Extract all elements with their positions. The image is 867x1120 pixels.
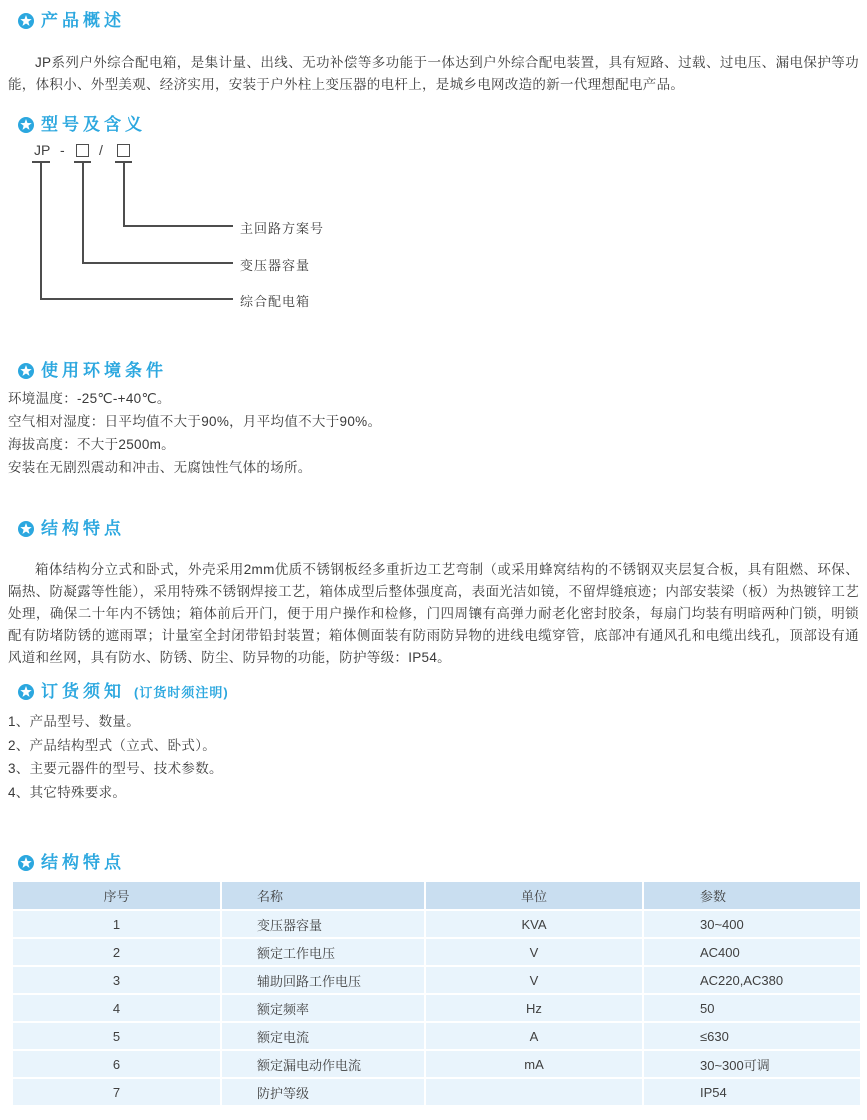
structure-paragraph: 箱体结构分立式和卧式，外壳采用2mm优质不锈钢板经多重折边工艺弯制（或采用蜂窝结构的不锈钢双夹层复合板，具有阻燃、环保、隔热、防凝露等性能），采用特殊不锈钢焊接工艺，箱体成型后整体强度高，表面光洁如镜，不留焊缝痕迹；内部安装梁（板）为热镀锌工艺处理，确保二十年内不锈蚀；箱体前后开门，便于用户操作和检修，门四周镶有高弹力耐老化密封胶条，每扇门均装有明暗两种门锁，明锁配有防堵防锈的遮雨罩；计量室全封闭带铅封装置；箱体侧面装有防雨防异物的进线电缆穿管，底部冲有通风孔和电缆出线孔，顶部设有通风道和丝网，具有防水、防锈、防尘、防异物的功能，防护等级：IP54。 [8,561,859,665]
ordering-item: 1、产品型号、数量。 [8,714,141,729]
ordering-item: 3、主要元器件的型号、技术参数。 [8,761,223,776]
section-title: 产品概述 [41,11,125,30]
cell-index: 7 [13,1079,220,1105]
cell-unit: KVA [426,911,642,937]
section-title: 使用环境条件 [41,361,167,380]
model-leader-box [40,298,233,300]
environment-line: 海拔高度：不大于2500m。 [8,437,175,452]
environment-line: 环境温度：-25℃-+40℃。 [8,391,171,406]
section-specs-heading [18,854,125,871]
model-connector-box1 [82,161,84,262]
ordering-item: 2、产品结构型式（立式、卧式）。 [8,737,217,753]
environment-conditions [8,387,859,479]
environment-line: 空气相对湿度：日平均值不大于90%，月平均值不大于90%。 [8,414,382,429]
model-diagram [0,140,460,340]
model-label-scheme: 主回路方案号 [240,221,325,236]
cell-index: 2 [13,939,220,965]
model-label-capacity: 变压器容量 [240,258,311,273]
cell-name: 额定漏电动作电流 [222,1051,424,1077]
cell-value: 50 [644,995,860,1021]
table-row [13,1079,860,1105]
star-circle-icon [18,363,34,379]
star-circle-icon [18,13,34,29]
star-circle-icon [18,855,34,871]
specs-table [11,880,862,1107]
model-dash: - [60,142,65,158]
ordering-list [8,710,859,804]
cell-value: 30~400 [644,911,860,937]
cell-name: 防护等级 [222,1079,424,1105]
specs-header-row [13,882,860,909]
model-connector-box2 [123,161,125,225]
cell-unit: V [426,967,642,993]
section-title: 结构特点 [41,519,125,538]
star-circle-icon [18,521,34,537]
cell-value: AC220,AC380 [644,967,860,993]
table-row [13,995,860,1021]
cell-value: 30~300可调 [644,1051,860,1077]
cell-name: 变压器容量 [222,911,424,937]
cell-index: 1 [13,911,220,937]
col-header-unit: 单位 [426,882,642,909]
cell-unit: A [426,1023,642,1049]
model-label-box: 综合配电箱 [240,294,311,309]
section-title: 订货须知 [41,682,125,701]
cell-index: 4 [13,995,220,1021]
cell-value: IP54 [644,1079,860,1105]
ordering-item: 4、其它特殊要求。 [8,784,127,800]
section-title: 结构特点 [41,853,125,872]
cell-value: AC400 [644,939,860,965]
cell-name: 额定工作电压 [222,939,424,965]
cell-unit: mA [426,1051,642,1077]
cell-value: ≤630 [644,1023,860,1049]
cell-unit: Hz [426,995,642,1021]
cell-name: 额定电流 [222,1023,424,1049]
table-row [13,967,860,993]
col-header-value: 参数 [644,882,860,909]
table-row [13,911,860,937]
section-structure-heading [18,520,125,537]
star-circle-icon [18,684,34,700]
model-leader-capacity [82,262,233,264]
section-overview-heading [18,12,125,29]
cell-name: 辅助回路工作电压 [222,967,424,993]
section-ordering-heading [18,682,229,701]
model-slash: / [99,142,103,158]
model-leader-scheme [123,225,233,227]
section-model-heading [18,116,146,133]
table-row [13,1023,860,1049]
cell-index: 5 [13,1023,220,1049]
overview-paragraph: JP系列户外综合配电箱，是集计量、出线、无功补偿等多功能于一体达到户外综合配电装置，具有短路、过载、过电压、漏电保护等功能，体积小、外型美观、经济实用，安装于户外柱上变压器的电杆上，是城乡电网改造的新一代理想配电产品。 [8,54,859,92]
star-circle-icon [18,117,34,133]
section-environment-heading [18,362,167,379]
table-row [13,939,860,965]
cell-unit: V [426,939,642,965]
cell-index: 6 [13,1051,220,1077]
cell-index: 3 [13,967,220,993]
section-subtitle: (订货时须注明) [134,685,229,700]
section-title: 型号及含义 [41,115,146,134]
cell-unit [426,1079,642,1105]
model-placeholder-box-1 [76,144,89,157]
col-header-index: 序号 [13,882,220,909]
col-header-name: 名称 [222,882,424,909]
model-prefix: JP [34,142,51,158]
table-row [13,1051,860,1077]
cell-name: 额定频率 [222,995,424,1021]
environment-line: 安装在无剧烈震动和冲击、无腐蚀性气体的场所。 [8,460,312,475]
model-placeholder-box-2 [117,144,130,157]
model-connector-prefix [40,161,42,298]
